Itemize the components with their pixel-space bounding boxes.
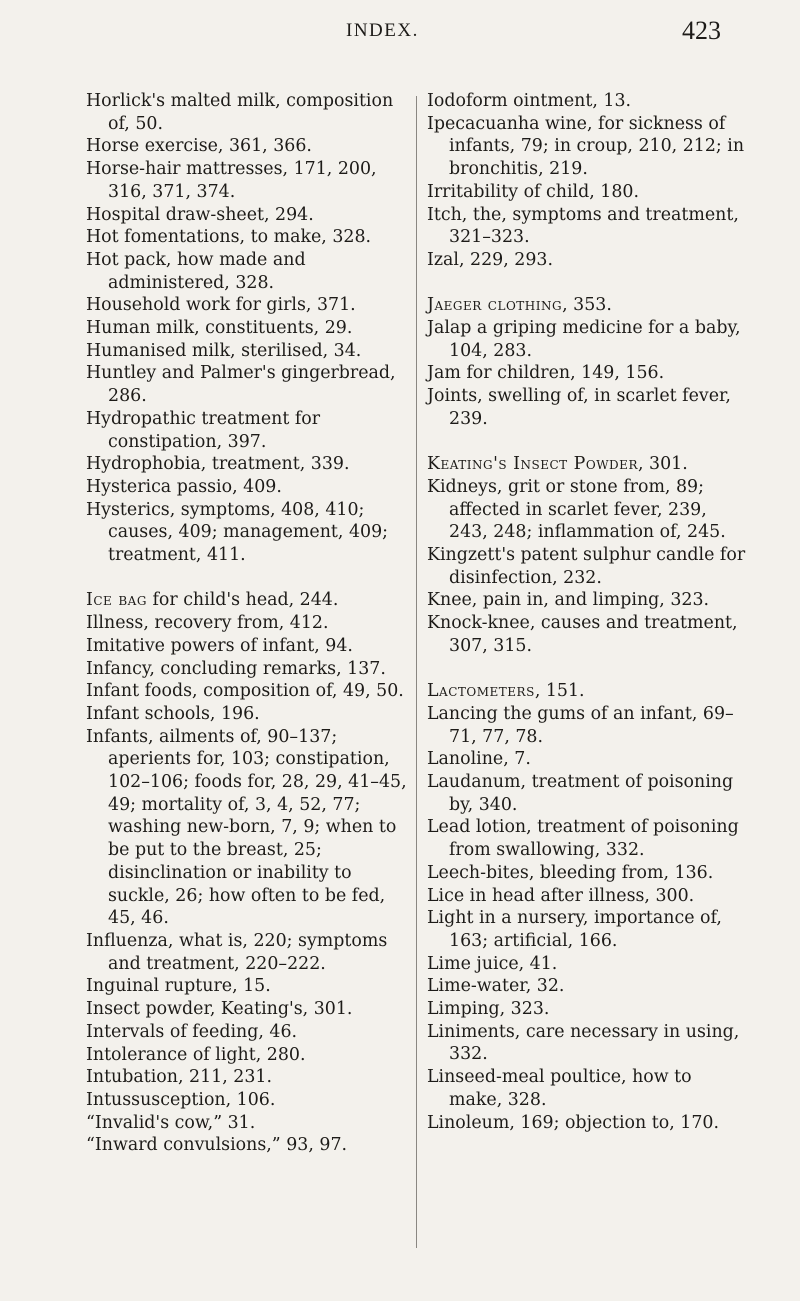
index-entry (427, 1066, 747, 1111)
index-entry (427, 294, 747, 317)
index-entry-text: Linseed-meal poultice, how to make, 328. (427, 1067, 692, 1110)
index-entry-text: Jalap a griping medicine for a baby, 104, 283. (427, 318, 741, 361)
index-entry (86, 1044, 412, 1067)
index-entry-text: Horlick's malted milk, composition of, 50. (86, 91, 394, 134)
section-gap (427, 658, 747, 681)
index-entry-text: Jam for children, 149, 156. (427, 363, 665, 384)
index-entry (427, 975, 747, 998)
index-entry (86, 294, 412, 317)
index-entry (427, 249, 747, 272)
index-entry (427, 612, 747, 657)
index-entry-text: Limping, 323. (427, 999, 550, 1020)
index-entry (427, 453, 747, 476)
index-entry-text: Hydropathic treatment for constipation, 397. (86, 408, 321, 452)
index-entry-text: Light in a nursery, importance of, 163; artificial, 166. (427, 908, 722, 951)
index-entry (86, 204, 412, 227)
index-entry (427, 385, 747, 430)
index-entry-text: Itch, the, symptoms and treatment, 321–323. (427, 204, 739, 248)
index-entry-text: Hospital draw-sheet, 294. (86, 204, 314, 225)
index-entry-text: Huntley and Palmer's gingerbread, 286. (86, 363, 396, 407)
index-entry-text: Intolerance of light, 280. (86, 1044, 306, 1065)
index-entry-text: Hot pack, how made and administered, 328. (86, 249, 306, 293)
index-entry (86, 158, 412, 203)
index-entry (86, 1112, 412, 1135)
index-entry (427, 204, 747, 249)
index-entry (427, 181, 747, 204)
index-entry (427, 317, 747, 362)
index-entry (86, 1021, 412, 1044)
index-entry-text: “Inward convulsions,” 93, 97. (86, 1135, 348, 1156)
index-entry-text: Lime-water, 32. (427, 976, 565, 997)
index-entry-text: for child's head, 244. (146, 590, 339, 611)
index-entry-text: , 353. (562, 295, 612, 316)
index-entry-text: Inguinal rupture, 15. (86, 976, 271, 997)
index-entry-text: Intubation, 211, 231. (86, 1067, 273, 1088)
index-entry-text: Infant schools, 196. (86, 703, 260, 724)
index-entry-text: Intervals of feeding, 46. (86, 1021, 298, 1042)
index-entry-heading: Keating's Insect Powder (427, 454, 638, 475)
index-entry-text: Joints, swelling of, in scarlet fever, 239. (427, 386, 731, 429)
index-entry (86, 635, 412, 658)
index-entry (86, 476, 412, 499)
index-entry (86, 658, 412, 681)
index-entry-text: Leech-bites, bleeding from, 136. (427, 862, 714, 883)
index-entry-text: Hot fomentations, to make, 328. (86, 227, 372, 248)
index-entry-text: Household work for girls, 371. (86, 295, 356, 316)
index-entry-text: Knee, pain in, and limping, 323. (427, 590, 710, 611)
index-entry (86, 249, 412, 294)
index-entry-text: , 151. (534, 681, 585, 702)
index-entry (427, 680, 747, 703)
index-entry (427, 476, 747, 544)
index-entry (427, 544, 747, 589)
index-entry (427, 953, 747, 976)
index-entry-text: Lanoline, 7. (427, 749, 531, 770)
index-entry-text: Horse-hair mattresses, 171, 200, 316, 371, 374. (86, 159, 377, 202)
index-entry (86, 680, 412, 703)
index-entry-text: Horse exercise, 361, 366. (86, 136, 312, 157)
index-entry (427, 90, 747, 113)
index-entry-text: Infant foods, composition of, 49, 50. (86, 681, 404, 702)
index-entry-text: Hysterics, symptoms, 408, 410; causes, 409; management, 409; treatment, 411. (86, 499, 389, 566)
index-column-right (427, 90, 747, 1134)
index-entry-text: Knock-knee, causes and treatment, 307, 315. (427, 613, 738, 656)
index-entry (427, 589, 747, 612)
index-entry (86, 703, 412, 726)
index-entry (86, 499, 412, 567)
index-entry-text: Infants, ailments of, 90–137; aperients for, 103; constipation, 102–106; foods for, 28, 29, 41–45, 49; mortality of, 3, 4, 52, 77; washing new-born, 7, 9; when to be put to the breast, 25; disinclination or inability to suckle, 26; how often to be fed, 45, 46. (86, 726, 407, 929)
page-number: 423 (682, 16, 721, 45)
index-entry-text: “Invalid's cow,” 31. (86, 1112, 256, 1133)
index-entry (86, 226, 412, 249)
section-gap (427, 272, 747, 295)
index-entry (427, 703, 747, 748)
index-entry (86, 90, 412, 135)
index-entry-text: , 301. (637, 454, 688, 475)
index-entry-heading: Ice bag (86, 590, 147, 611)
index-entry (86, 453, 412, 476)
index-entry-text: Izal, 229, 293. (427, 249, 553, 270)
index-entry (86, 726, 412, 930)
index-entry-text: Lead lotion, treatment of poisoning from swallowing, 332. (427, 817, 739, 861)
index-entry (86, 612, 412, 635)
index-entry (86, 930, 412, 975)
page-header-title: INDEX. (346, 20, 419, 41)
index-entry (86, 135, 412, 158)
index-entry-text: Infancy, concluding remarks, 137. (86, 658, 386, 679)
index-entry-text: Kingzett's patent sulphur candle for disinfection, 232. (427, 545, 746, 588)
index-entry-text: Human milk, constituents, 29. (86, 318, 353, 339)
index-entry (427, 885, 747, 908)
index-entry (427, 1021, 747, 1066)
index-entry (427, 816, 747, 861)
index-column-left (86, 90, 412, 1157)
index-entry (86, 317, 412, 340)
section-gap (427, 431, 747, 454)
index-entry-text: Linoleum, 169; objection to, 170. (427, 1112, 719, 1133)
index-entry (86, 589, 412, 612)
index-entry (86, 408, 412, 453)
index-entry-text: Liniments, care necessary in using, 332. (427, 1021, 740, 1065)
index-entry-text: Hysterica passio, 409. (86, 476, 282, 497)
index-entry (86, 1134, 412, 1157)
index-entry-text: Imitative powers of infant, 94. (86, 635, 353, 656)
index-entry-text: Lancing the gums of an infant, 69–71, 77, 78. (427, 703, 734, 747)
index-entry (86, 1089, 412, 1112)
index-entry-text: Iodoform ointment, 13. (427, 91, 632, 111)
index-entry (427, 113, 747, 181)
index-entry (427, 771, 747, 816)
index-entry-text: Humanised milk, sterilised, 34. (86, 340, 362, 361)
index-entry-text: Insect powder, Keating's, 301. (86, 999, 353, 1020)
index-entry-text: Laudanum, treatment of poisoning by, 340. (427, 772, 734, 815)
index-entry (427, 862, 747, 885)
index-entry-text: Lime juice, 41. (427, 953, 558, 974)
index-entry (427, 907, 747, 952)
index-entry (427, 362, 747, 385)
index-entry-text: Irritability of child, 180. (427, 181, 639, 202)
index-entry (86, 975, 412, 998)
index-entry (427, 998, 747, 1021)
index-entry (86, 362, 412, 407)
index-entry-text: Ipecacuanha wine, for sickness of infants, 79; in croup, 210, 212; in bronchitis, 219. (427, 113, 745, 180)
column-divider (416, 96, 417, 1248)
index-entry-text: Illness, recovery from, 412. (86, 613, 329, 634)
index-entry-text: Influenza, what is, 220; symptoms and treatment, 220–222. (86, 931, 388, 974)
index-entry (427, 1112, 747, 1135)
index-entry-heading: Lactometers (427, 681, 535, 702)
index-entry-heading: Jaeger clothing (427, 295, 563, 316)
index-entry (86, 340, 412, 363)
index-entry-text: Kidneys, grit or stone from, 89; affected in scarlet fever, 239, 243, 248; inflammation of, 245. (427, 476, 726, 543)
index-entry (86, 1066, 412, 1089)
index-entry-text: Lice in head after illness, 300. (427, 885, 695, 906)
index-entry-text: Intussusception, 106. (86, 1089, 276, 1110)
section-gap (86, 567, 412, 590)
index-entry (427, 748, 747, 771)
index-entry-text: Hydrophobia, treatment, 339. (86, 454, 350, 475)
index-entry (86, 998, 412, 1021)
